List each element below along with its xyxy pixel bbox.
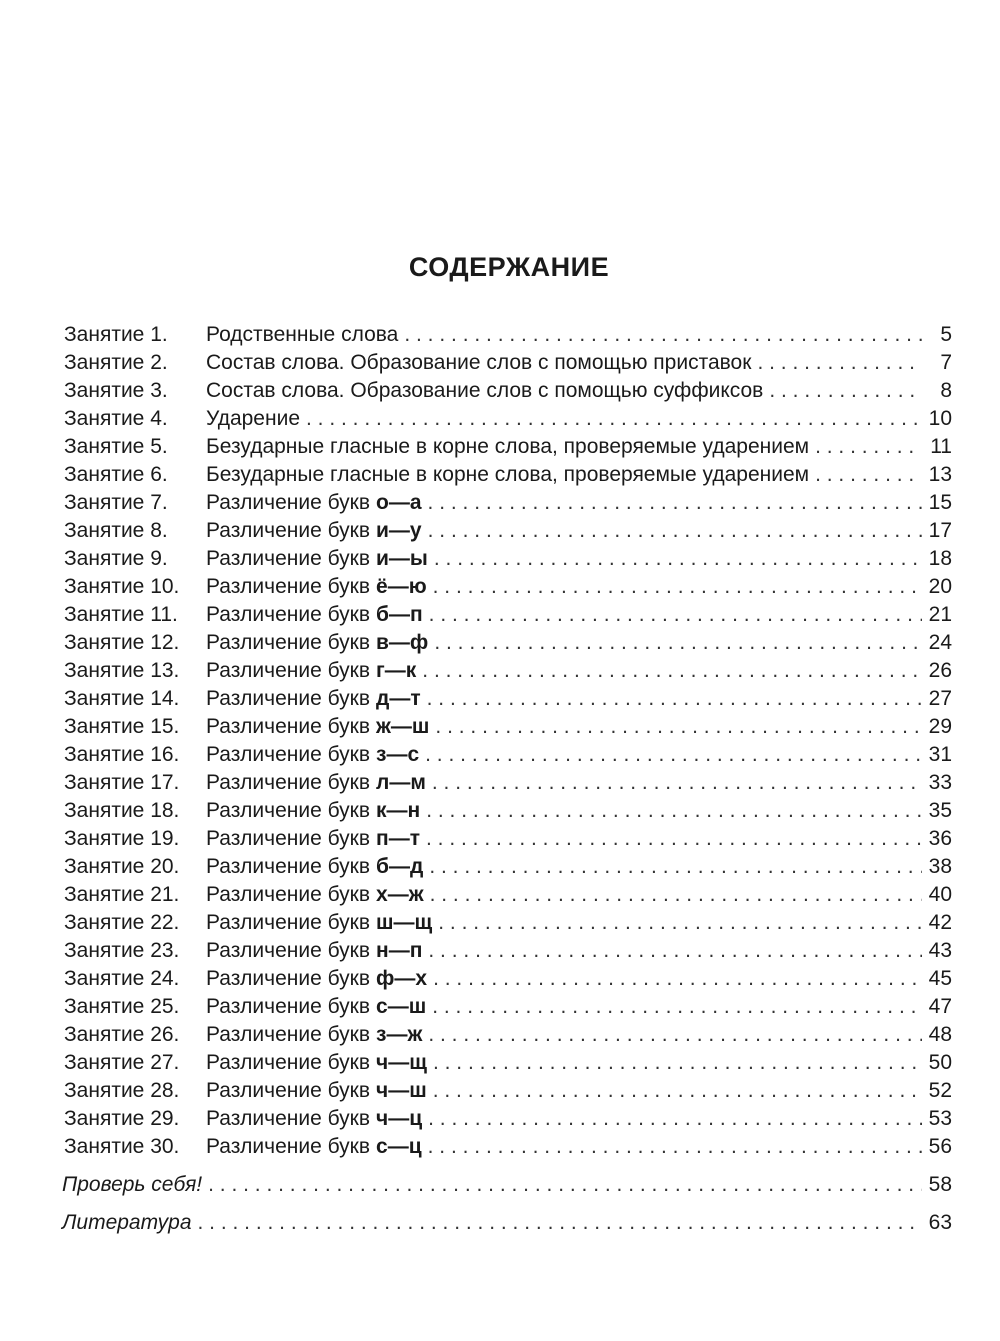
lesson-label: Занятие 22. bbox=[64, 911, 180, 934]
page-number: 53 bbox=[928, 1107, 952, 1130]
letter-pair: г—к bbox=[376, 659, 417, 682]
dot-leader bbox=[426, 825, 922, 853]
dot-leader bbox=[428, 1021, 922, 1049]
dot-leader bbox=[432, 769, 922, 797]
toc-entry[interactable] bbox=[64, 489, 952, 517]
page-number: 63 bbox=[928, 1211, 952, 1234]
lesson-title: Безударные гласные в корне слова, проверяемые ударением bbox=[206, 463, 810, 486]
lesson-title: Различение букв bbox=[206, 687, 371, 710]
page-number: 35 bbox=[928, 799, 952, 822]
toc-entry[interactable] bbox=[64, 461, 952, 489]
letter-pair: в—ф bbox=[376, 631, 429, 654]
lesson-title: Различение букв bbox=[206, 659, 371, 682]
dot-leader bbox=[815, 433, 922, 461]
letter-pair: б—д bbox=[376, 855, 424, 878]
page-number: 31 bbox=[928, 743, 952, 766]
page-number: 26 bbox=[928, 659, 952, 682]
lesson-title: Различение букв bbox=[206, 799, 371, 822]
page-title: СОДЕРЖАНИЕ bbox=[408, 252, 610, 282]
lesson-label: Занятие 27. bbox=[64, 1051, 180, 1074]
page-number: 52 bbox=[928, 1079, 952, 1102]
lesson-label: Занятие 13. bbox=[64, 659, 180, 682]
dot-leader bbox=[815, 461, 922, 489]
letter-pair: н—п bbox=[376, 939, 423, 962]
lesson-title: Родственные слова bbox=[206, 323, 399, 346]
lesson-label: Занятие 29. bbox=[64, 1107, 180, 1130]
page-number: 21 bbox=[928, 603, 952, 626]
toc-entry[interactable] bbox=[64, 1021, 952, 1049]
check-yourself-title: Проверь себя! bbox=[62, 1173, 203, 1196]
dot-leader bbox=[433, 1077, 922, 1105]
lesson-label: Занятие 7. bbox=[64, 491, 168, 514]
lesson-label: Занятие 25. bbox=[64, 995, 180, 1018]
dot-leader bbox=[434, 545, 922, 573]
dot-leader bbox=[432, 993, 922, 1021]
toc-entry[interactable] bbox=[64, 517, 952, 545]
toc-entry[interactable] bbox=[64, 657, 952, 685]
page-number: 7 bbox=[940, 351, 952, 374]
lesson-title: Различение букв bbox=[206, 1135, 371, 1158]
toc-entry[interactable] bbox=[64, 1105, 952, 1133]
toc-entry[interactable] bbox=[64, 993, 952, 1021]
toc-entry[interactable] bbox=[64, 937, 952, 965]
page-number: 27 bbox=[928, 687, 952, 710]
lesson-title: Различение букв bbox=[206, 631, 371, 654]
dot-leader bbox=[433, 1049, 922, 1077]
toc-entry[interactable] bbox=[64, 965, 952, 993]
toc-entry[interactable] bbox=[64, 1049, 952, 1077]
lesson-label: Занятие 28. bbox=[64, 1079, 180, 1102]
dot-leader bbox=[425, 741, 922, 769]
page-number: 29 bbox=[928, 715, 952, 738]
letter-pair: х—ж bbox=[376, 883, 424, 906]
lesson-label: Занятие 5. bbox=[64, 435, 168, 458]
lesson-label: Занятие 23. bbox=[64, 939, 180, 962]
lesson-title: Различение букв bbox=[206, 1023, 371, 1046]
toc-entry[interactable] bbox=[64, 881, 952, 909]
check-yourself-section bbox=[62, 1170, 952, 1200]
letter-pair: ё—ю bbox=[376, 575, 427, 598]
dot-leader bbox=[428, 1105, 922, 1133]
letter-pair: л—м bbox=[376, 771, 426, 794]
dot-leader bbox=[198, 1208, 923, 1238]
lesson-label: Занятие 8. bbox=[64, 519, 168, 542]
page-number: 10 bbox=[928, 407, 952, 430]
toc-entry[interactable] bbox=[64, 1133, 952, 1161]
toc-entry[interactable] bbox=[64, 405, 952, 433]
letter-pair: ч—щ bbox=[376, 1051, 427, 1074]
lesson-title: Различение букв bbox=[206, 715, 371, 738]
lesson-label: Занятие 3. bbox=[64, 379, 168, 402]
page-number: 20 bbox=[928, 575, 952, 598]
lesson-label: Занятие 17. bbox=[64, 771, 180, 794]
lesson-title: Различение букв bbox=[206, 547, 371, 570]
dot-leader bbox=[428, 937, 922, 965]
lesson-title: Различение букв bbox=[206, 1051, 371, 1074]
letter-pair: ж—ш bbox=[376, 715, 430, 738]
letter-pair: з—с bbox=[376, 743, 420, 766]
lesson-title: Безударные гласные в корне слова, проверяемые ударением bbox=[206, 435, 810, 458]
toc-entry[interactable] bbox=[64, 573, 952, 601]
lesson-label: Занятие 14. bbox=[64, 687, 180, 710]
dot-leader bbox=[428, 489, 922, 517]
lesson-title: Различение букв bbox=[206, 911, 371, 934]
dot-leader bbox=[435, 713, 922, 741]
lesson-title: Различение букв bbox=[206, 603, 371, 626]
page-number: 8 bbox=[940, 379, 952, 402]
dot-leader bbox=[427, 685, 922, 713]
letter-pair: и—ы bbox=[376, 547, 428, 570]
toc-entry-check-yourself[interactable] bbox=[62, 1170, 952, 1200]
letter-pair: с—ц bbox=[376, 1135, 422, 1158]
literature-title: Литература bbox=[62, 1211, 192, 1234]
dot-leader bbox=[434, 629, 922, 657]
page-number: 18 bbox=[928, 547, 952, 570]
letter-pair: и—у bbox=[376, 519, 422, 542]
page-number: 58 bbox=[928, 1173, 952, 1196]
toc-entry[interactable] bbox=[64, 321, 952, 349]
dot-leader bbox=[428, 517, 922, 545]
lesson-title: Различение букв bbox=[206, 743, 371, 766]
page-number: 5 bbox=[940, 323, 952, 346]
page-number: 47 bbox=[928, 995, 952, 1018]
toc-entry[interactable] bbox=[64, 377, 952, 405]
lesson-label: Занятие 6. bbox=[64, 463, 168, 486]
toc-entry[interactable] bbox=[64, 629, 952, 657]
lesson-title: Состав слова. Образование слов с помощью суффиксов bbox=[206, 379, 764, 402]
lesson-title: Различение букв bbox=[206, 967, 371, 990]
letter-pair: о—а bbox=[376, 491, 422, 514]
page-number: 13 bbox=[928, 463, 952, 486]
dot-leader bbox=[433, 965, 922, 993]
lesson-label: Занятие 24. bbox=[64, 967, 180, 990]
dot-leader bbox=[769, 377, 922, 405]
page-number: 40 bbox=[928, 883, 952, 906]
dot-leader bbox=[429, 601, 922, 629]
toc-entry-literature[interactable] bbox=[62, 1208, 952, 1238]
lesson-title: Различение букв bbox=[206, 883, 371, 906]
page-number: 24 bbox=[928, 631, 952, 654]
lesson-label: Занятие 18. bbox=[64, 799, 180, 822]
letter-pair: ш—щ bbox=[376, 911, 433, 934]
toc-entry[interactable] bbox=[64, 769, 952, 797]
toc-entry[interactable] bbox=[64, 825, 952, 853]
lesson-title: Различение букв bbox=[206, 1079, 371, 1102]
lesson-title: Различение букв bbox=[206, 995, 371, 1018]
letter-pair: б—п bbox=[376, 603, 423, 626]
letter-pair: п—т bbox=[376, 827, 420, 850]
dot-leader bbox=[404, 321, 922, 349]
toc-entry[interactable] bbox=[64, 601, 952, 629]
table-of-contents bbox=[64, 321, 952, 1161]
lesson-title: Ударение bbox=[206, 407, 300, 430]
page-number: 45 bbox=[928, 967, 952, 990]
toc-entry[interactable] bbox=[64, 797, 952, 825]
lesson-label: Занятие 11. bbox=[64, 603, 178, 626]
lesson-title: Различение букв bbox=[206, 939, 371, 962]
letter-pair: з—ж bbox=[376, 1023, 423, 1046]
lesson-label: Занятие 4. bbox=[64, 407, 168, 430]
lesson-label: Занятие 1. bbox=[64, 323, 168, 346]
letter-pair: д—т bbox=[376, 687, 421, 710]
page-number: 42 bbox=[928, 911, 952, 934]
page-number: 17 bbox=[928, 519, 952, 542]
toc-entry[interactable] bbox=[64, 545, 952, 573]
lesson-label: Занятие 19. bbox=[64, 827, 180, 850]
dot-leader bbox=[428, 1133, 922, 1161]
lesson-title: Различение букв bbox=[206, 1107, 371, 1130]
page-number: 36 bbox=[928, 827, 952, 850]
dot-leader bbox=[438, 909, 922, 937]
page-number: 38 bbox=[928, 855, 952, 878]
lesson-label: Занятие 26. bbox=[64, 1023, 180, 1046]
dot-leader bbox=[208, 1170, 922, 1200]
page-number: 11 bbox=[930, 435, 952, 458]
dot-leader bbox=[757, 349, 922, 377]
toc-entry[interactable] bbox=[64, 685, 952, 713]
literature-section bbox=[62, 1208, 952, 1238]
dot-leader bbox=[422, 657, 922, 685]
page-number: 50 bbox=[928, 1051, 952, 1074]
letter-pair: с—ш bbox=[376, 995, 427, 1018]
letter-pair: ч—ц bbox=[376, 1107, 423, 1130]
toc-entry[interactable] bbox=[64, 349, 952, 377]
lesson-label: Занятие 15. bbox=[64, 715, 180, 738]
toc-entry[interactable] bbox=[64, 713, 952, 741]
lesson-label: Занятие 9. bbox=[64, 547, 168, 570]
lesson-label: Занятие 2. bbox=[64, 351, 168, 374]
lesson-label: Занятие 10. bbox=[64, 575, 180, 598]
page-number: 48 bbox=[928, 1023, 952, 1046]
dot-leader bbox=[433, 573, 922, 601]
toc-entry[interactable] bbox=[64, 1077, 952, 1105]
letter-pair: ч—ш bbox=[376, 1079, 427, 1102]
page-number: 56 bbox=[928, 1135, 952, 1158]
page-number: 15 bbox=[928, 491, 952, 514]
dot-leader bbox=[306, 405, 922, 433]
letter-pair: к—н bbox=[376, 799, 421, 822]
lesson-title: Различение букв bbox=[206, 855, 371, 878]
lesson-label: Занятие 20. bbox=[64, 855, 180, 878]
toc-entry[interactable] bbox=[64, 853, 952, 881]
dot-leader bbox=[429, 853, 922, 881]
toc-entry[interactable] bbox=[64, 741, 952, 769]
letter-pair: ф—х bbox=[376, 967, 428, 990]
lesson-label: Занятие 21. bbox=[64, 883, 180, 906]
lesson-label: Занятие 16. bbox=[64, 743, 180, 766]
lesson-title: Различение букв bbox=[206, 519, 371, 542]
toc-entry[interactable] bbox=[64, 433, 952, 461]
lesson-label: Занятие 12. bbox=[64, 631, 180, 654]
lesson-title: Различение букв bbox=[206, 491, 371, 514]
page-number: 43 bbox=[928, 939, 952, 962]
page-number: 33 bbox=[928, 771, 952, 794]
lesson-title: Различение букв bbox=[206, 771, 371, 794]
lesson-label: Занятие 30. bbox=[64, 1135, 180, 1158]
toc-entry[interactable] bbox=[64, 909, 952, 937]
dot-leader bbox=[430, 881, 922, 909]
dot-leader bbox=[426, 797, 922, 825]
lesson-title: Различение букв bbox=[206, 575, 371, 598]
lesson-title: Состав слова. Образование слов с помощью приставок bbox=[206, 351, 752, 374]
lesson-title: Различение букв bbox=[206, 827, 371, 850]
